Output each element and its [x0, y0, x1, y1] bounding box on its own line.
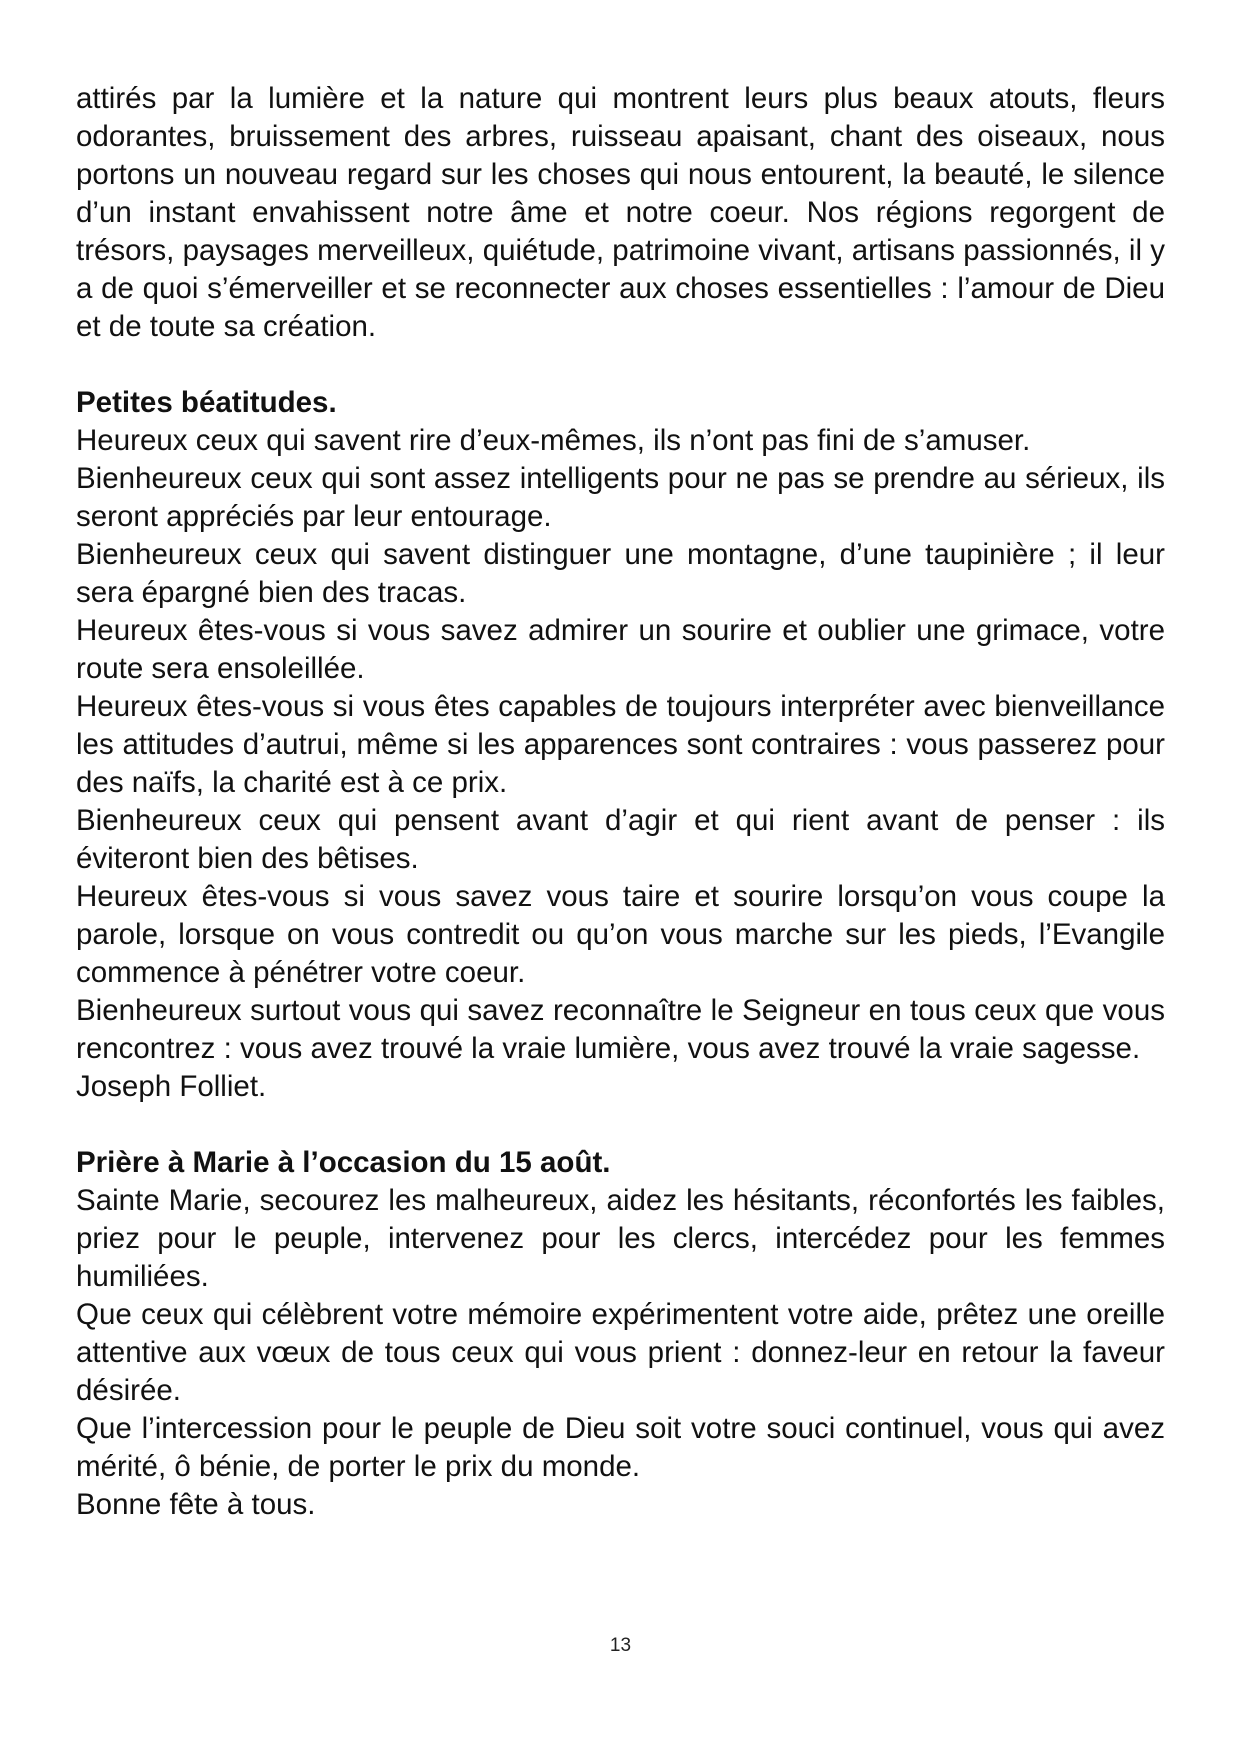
- beatitude-paragraph: Bienheureux ceux qui savent distinguer une montagne, d’une taupinière ; il leur sera épargné bien des tracas.: [76, 538, 1165, 609]
- beatitude-paragraph: Heureux êtes-vous si vous savez admirer un sourire et oublier une grimace, votre route sera ensoleillée.: [76, 614, 1165, 685]
- beatitude-paragraph: Heureux êtes-vous si vous êtes capables de toujours interpréter avec bienveillance les attitudes d’autrui, même si les apparences sont contraires : vous passerez pour des naïfs, la charité est à ce prix.: [76, 690, 1165, 799]
- prayer-paragraph: Que ceux qui célèbrent votre mémoire expérimentent votre aide, prêtez une oreille attentive aux vœux de tous ceux qui vous prient : donnez-leur en retour la faveur désirée.: [76, 1298, 1165, 1407]
- section-priere-marie: [76, 1144, 1165, 1524]
- prayer-paragraph: Sainte Marie, secourez les malheureux, aidez les hésitants, réconfortés les faibles, priez pour le peuple, intervenez pour les clercs, intercédez pour les femmes humiliées.: [76, 1184, 1165, 1293]
- section-title-beatitudes: Petites béatitudes.: [76, 386, 337, 419]
- section-spacer: [76, 346, 1165, 384]
- intro-paragraph: attirés par la lumière et la nature qui montrent leurs plus beaux atouts, fleurs odorantes, bruissement des arbres, ruisseau apaisant, chant des oiseaux, nous portons un nouveau regard sur les choses qui nous entourent, la beauté, le silence d’un instant envahissent notre âme et notre coeur. Nos régions regorgent de trésors, paysages merveilleux, quiétude, patrimoine vivant, artisans passionnés, il y a de quoi s’émerveiller et se reconnecter aux choses essentielles : l’amour de Dieu et de toute sa création.: [76, 82, 1165, 343]
- prayer-paragraph: Que l’intercession pour le peuple de Dieu soit votre souci continuel, vous qui avez mérité, ô bénie, de porter le prix du monde.: [76, 1412, 1165, 1483]
- section-petites-beatitudes: [76, 384, 1165, 1106]
- beatitude-paragraph: Bienheureux surtout vous qui savez reconnaître le Seigneur en tous ceux que vous rencontrez : vous avez trouvé la vraie lumière, vous avez trouvé la vraie sagesse.: [76, 994, 1165, 1065]
- section-title-priere: Prière à Marie à l’occasion du 15 août.: [76, 1146, 611, 1179]
- page-number: 13: [609, 1635, 632, 1656]
- document-page: [76, 80, 1165, 1524]
- beatitude-paragraph: Heureux ceux qui savent rire d’eux-mêmes, ils n’ont pas fini de s’amuser.: [76, 424, 1031, 457]
- section-spacer: [76, 1106, 1165, 1144]
- beatitude-paragraph: Heureux êtes-vous si vous savez vous taire et sourire lorsqu’on vous coupe la parole, lorsque on vous contredit ou qu’on vous marche sur les pieds, l’Evangile commence à pénétrer votre coeur.: [76, 880, 1165, 989]
- beatitude-paragraph: Bienheureux ceux qui sont assez intelligents pour ne pas se prendre au sérieux, ils seront appréciés par leur entourage.: [76, 462, 1165, 533]
- beatitude-paragraph: Bienheureux ceux qui pensent avant d’agir et qui rient avant de penser : ils éviteront bien des bêtises.: [76, 804, 1165, 875]
- author-signature: Joseph Folliet.: [76, 1070, 267, 1103]
- closing-line: Bonne fête à tous.: [76, 1488, 316, 1521]
